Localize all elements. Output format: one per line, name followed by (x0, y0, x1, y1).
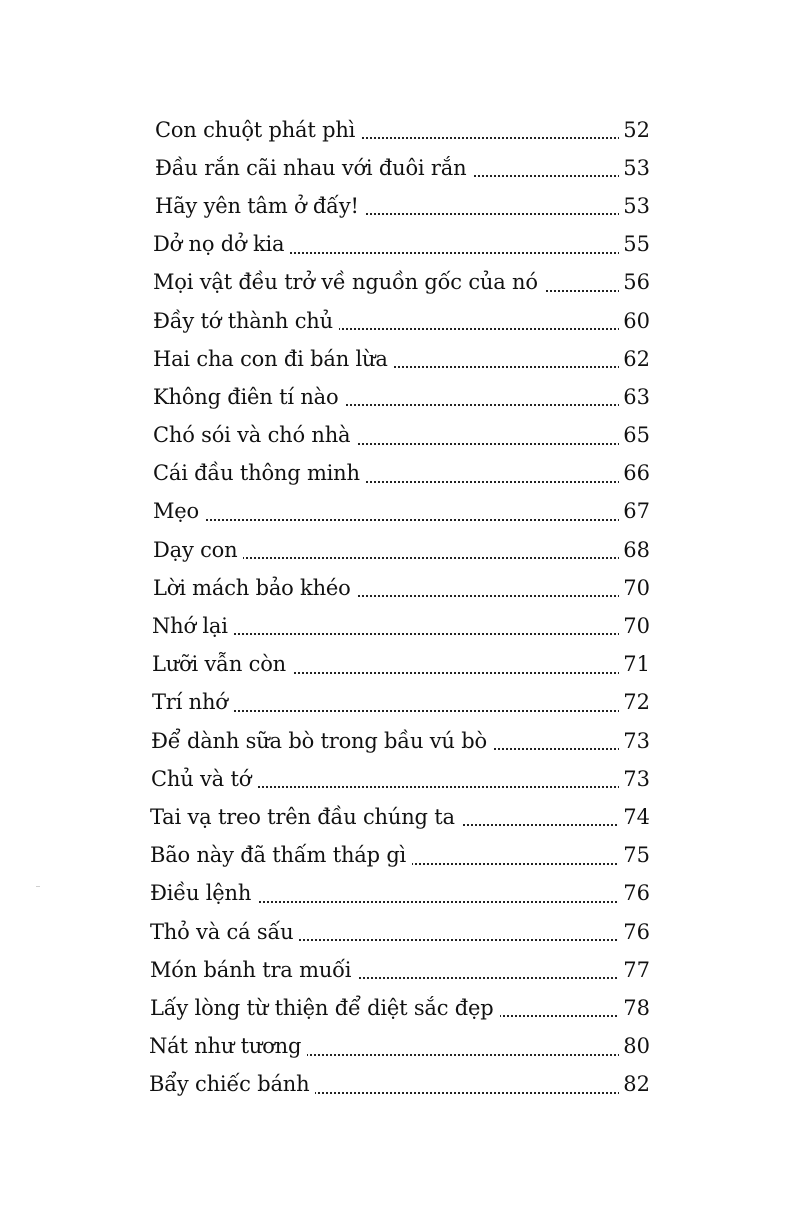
toc-entry-title: Nát như tương (149, 1036, 307, 1057)
toc-entry[interactable] (0, 531, 800, 569)
toc-entry-page-number: 60 (619, 311, 650, 332)
toc-entry-title: Tai vạ treo trên đầu chúng ta (150, 807, 461, 828)
toc-entry[interactable] (0, 302, 800, 340)
toc-entry-title: Dạy con (153, 540, 243, 561)
toc-entry-title: Để dành sữa bò trong bầu vú bò (151, 731, 493, 752)
toc-entry-page-number: 71 (619, 654, 650, 675)
toc-entry-page-number: 82 (619, 1074, 650, 1095)
toc-entry-page-number: 70 (619, 578, 650, 599)
toc-entry-title: Dở nọ dở kia (153, 234, 290, 255)
page-speck (36, 886, 40, 887)
toc-entry[interactable] (0, 951, 800, 989)
toc-entry-page-number: 55 (619, 234, 650, 255)
toc-entry-page-number: 56 (619, 272, 650, 293)
toc-entry-page-number: 73 (619, 731, 650, 752)
toc-entry[interactable] (0, 646, 800, 684)
toc-entry-title: Hai cha con đi bán lừa (153, 349, 394, 370)
toc-entry[interactable] (0, 111, 800, 149)
toc-entry-title: Mọi vật đều trở về nguồn gốc của nó (153, 272, 544, 293)
toc-entry-page-number: 73 (619, 769, 650, 790)
toc-entry[interactable] (0, 913, 800, 951)
toc-entry[interactable] (0, 722, 800, 760)
table-of-contents (0, 111, 800, 1104)
toc-entry-title: Cái đầu thông minh (153, 463, 366, 484)
toc-entry-title: Chủ và tớ (151, 769, 257, 790)
toc-entry[interactable] (0, 684, 800, 722)
toc-entry-page-number: 52 (619, 120, 650, 141)
toc-entry-title: Món bánh tra muối (150, 960, 357, 981)
toc-entry[interactable] (0, 187, 800, 225)
toc-entry-page-number: 74 (619, 807, 650, 828)
toc-entry-page-number: 66 (619, 463, 650, 484)
toc-entry-page-number: 67 (619, 501, 650, 522)
toc-entry-title: Lưỡi vẫn còn (152, 654, 292, 675)
toc-entry[interactable] (0, 798, 800, 836)
toc-entry[interactable] (0, 837, 800, 875)
toc-entry-leader-dots (163, 519, 640, 521)
toc-entry-title: Không điên tí nào (153, 387, 344, 408)
toc-entry-title: Chó sói và chó nhà (153, 425, 356, 446)
toc-entry-title: Đầy tớ thành chủ (153, 311, 339, 332)
toc-entry-title: Thỏ và cá sấu (150, 922, 299, 943)
toc-entry-page-number: 77 (619, 960, 650, 981)
toc-entry[interactable] (0, 1066, 800, 1104)
toc-entry[interactable] (0, 1028, 800, 1066)
toc-entry-title: Bão này đã thấm tháp gì (150, 845, 412, 866)
toc-entry-page-number: 80 (619, 1036, 650, 1057)
toc-entry[interactable] (0, 875, 800, 913)
toc-entry-page-number: 53 (619, 196, 650, 217)
toc-entry-title: Con chuột phát phì (155, 120, 361, 141)
toc-entry-page-number: 53 (619, 158, 650, 179)
toc-entry-title: Nhớ lại (152, 616, 234, 637)
toc-entry[interactable] (0, 264, 800, 302)
toc-entry-title: Trí nhớ (152, 692, 234, 713)
toc-entry-page-number: 75 (619, 845, 650, 866)
toc-entry-page-number: 78 (619, 998, 650, 1019)
toc-entry-title: Bẩy chiếc bánh (149, 1074, 315, 1095)
toc-entry[interactable] (0, 455, 800, 493)
toc-entry[interactable] (0, 226, 800, 264)
toc-entry[interactable] (0, 760, 800, 798)
toc-entry-title: Điều lệnh (150, 883, 257, 904)
toc-entry-page-number: 72 (619, 692, 650, 713)
toc-entry-page-number: 65 (619, 425, 650, 446)
toc-entry-title: Lấy lòng từ thiện để diệt sắc đẹp (150, 998, 500, 1019)
toc-entry-page-number: 76 (619, 922, 650, 943)
toc-entry-title: Mẹo (153, 501, 205, 522)
toc-entry-page-number: 62 (619, 349, 650, 370)
toc-entry[interactable] (0, 569, 800, 607)
toc-entry[interactable] (0, 607, 800, 645)
toc-entry-page-number: 68 (619, 540, 650, 561)
toc-entry[interactable] (0, 149, 800, 187)
toc-entry[interactable] (0, 989, 800, 1027)
toc-entry[interactable] (0, 493, 800, 531)
toc-entry[interactable] (0, 378, 800, 416)
toc-entry-title: Lời mách bảo khéo (153, 578, 357, 599)
toc-entry-page-number: 76 (619, 883, 650, 904)
toc-entry-title: Đầu rắn cãi nhau với đuôi rắn (155, 158, 472, 179)
toc-entry[interactable] (0, 417, 800, 455)
toc-entry-page-number: 63 (619, 387, 650, 408)
toc-entry-page-number: 70 (619, 616, 650, 637)
toc-entry[interactable] (0, 340, 800, 378)
toc-entry-title: Hãy yên tâm ở đấy! (155, 196, 365, 217)
